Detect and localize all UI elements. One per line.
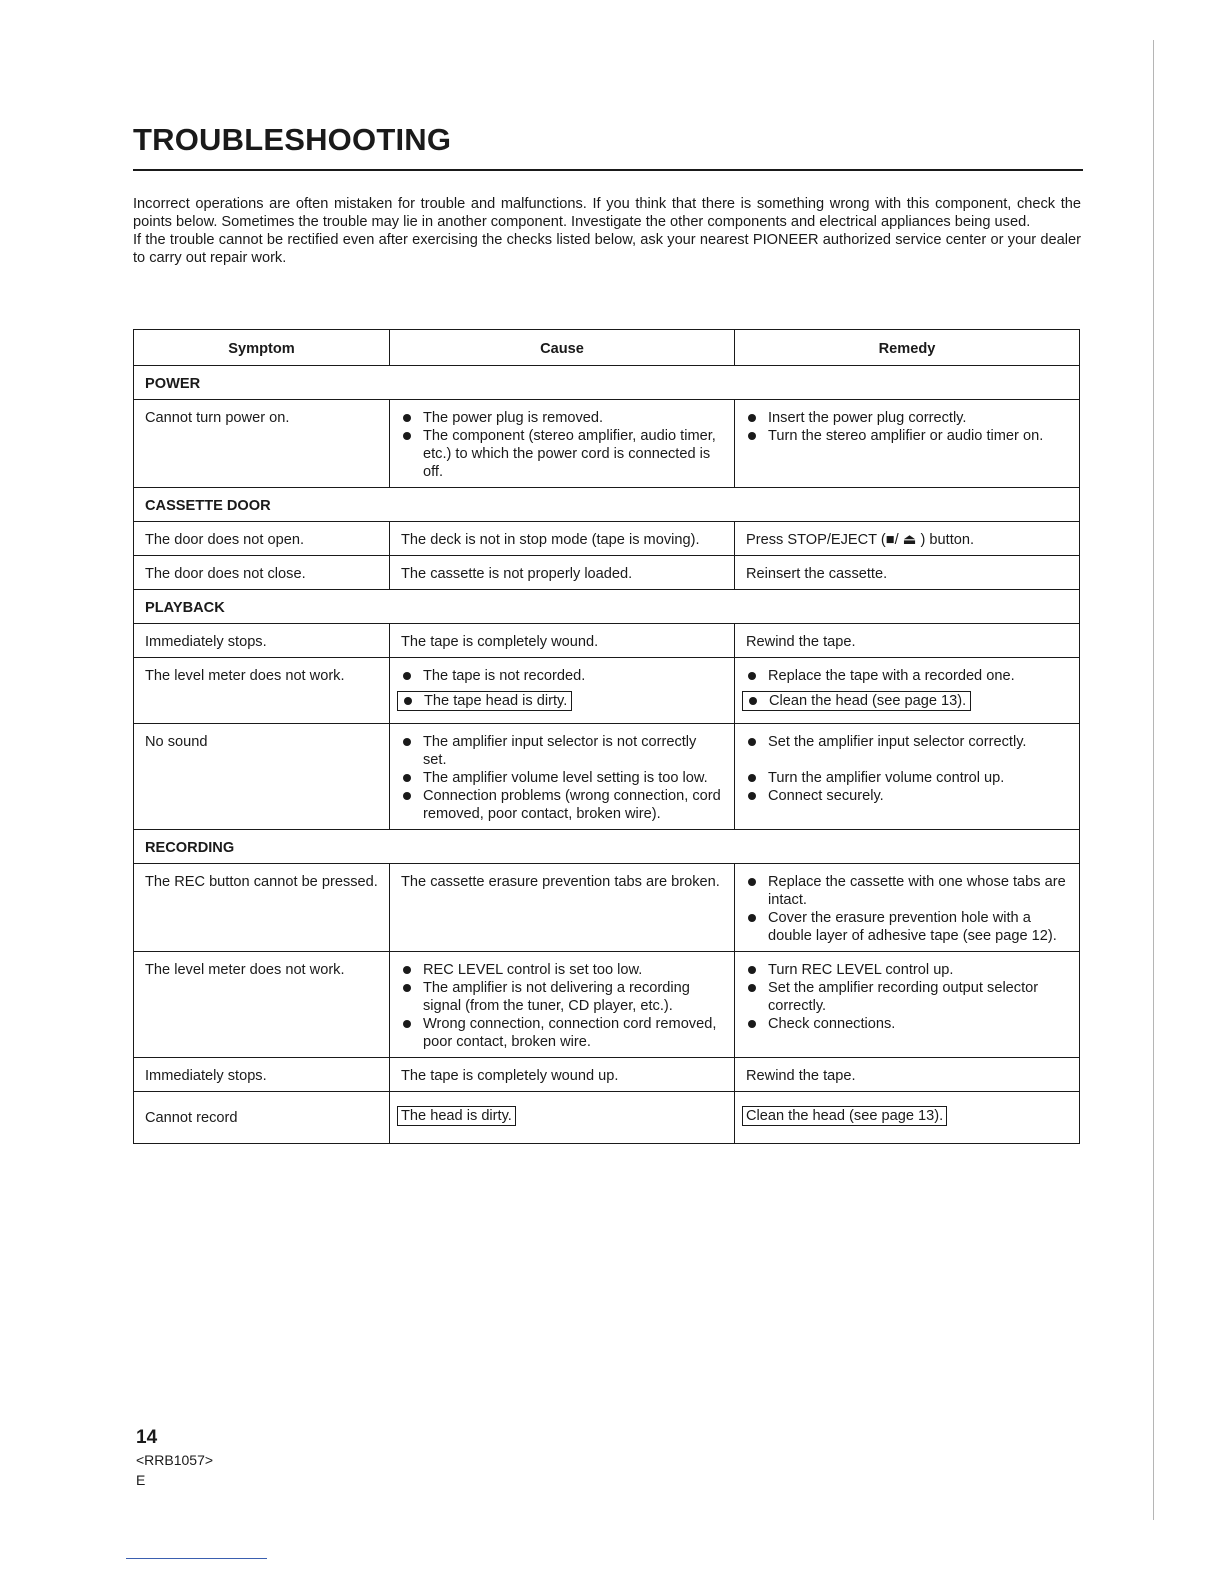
remedy-cell <box>735 658 1080 724</box>
page-number: 14 <box>136 1427 158 1448</box>
list-item: The amplifier is not delivering a recording signal (from the tuner, CD player, etc.). <box>401 979 723 1015</box>
table-row <box>134 724 1080 830</box>
cause-cell <box>390 658 735 724</box>
page-title: TROUBLESHOOTING <box>133 122 452 157</box>
list-item: The component (stereo amplifier, audio timer, etc.) to which the power cord is connected is off. <box>401 427 723 481</box>
list-item: Connect securely. <box>746 787 1068 805</box>
symptom-cell: Cannot record <box>134 1092 390 1144</box>
page-edge-line <box>1153 40 1154 1520</box>
section-row <box>134 830 1080 864</box>
list-item-highlighted: The tape head is dirty. <box>397 691 572 711</box>
remedy-cell <box>735 952 1080 1058</box>
section-row <box>134 366 1080 400</box>
list-item: Cover the erasure prevention hole with a double layer of adhesive tape (see page 12). <box>746 909 1068 945</box>
list-item: Turn REC LEVEL control up. <box>746 961 1068 979</box>
page-footer <box>136 1428 213 1490</box>
table-row <box>134 1058 1080 1092</box>
section-playback: PLAYBACK <box>134 590 1080 624</box>
intro-text <box>133 195 1081 267</box>
cause-cell <box>390 1092 735 1144</box>
section-cassette-door: CASSETTE DOOR <box>134 488 1080 522</box>
cause-cell: The cassette is not properly loaded. <box>390 556 735 590</box>
list-item: Set the amplifier recording output selector correctly. <box>746 979 1068 1015</box>
troubleshooting-table <box>133 329 1080 1144</box>
list-item: Turn the stereo amplifier or audio timer on. <box>746 427 1068 445</box>
symptom-cell: The door does not close. <box>134 556 390 590</box>
symptom-cell: Immediately stops. <box>134 624 390 658</box>
symptom-cell: The level meter does not work. <box>134 952 390 1058</box>
cause-cell: The cassette erasure prevention tabs are broken. <box>390 864 735 952</box>
table-row <box>134 864 1080 952</box>
table-row <box>134 522 1080 556</box>
header-remedy: Remedy <box>735 330 1080 366</box>
language-code: E <box>136 1472 146 1488</box>
list-item: Insert the power plug correctly. <box>746 409 1068 427</box>
remedy-cell <box>735 724 1080 830</box>
list-item: The tape is not recorded. <box>401 667 723 685</box>
remedy-cell: Press STOP/EJECT (■/ ⏏ ) button. <box>735 522 1080 556</box>
document-code: <RRB1057> <box>136 1452 214 1468</box>
list-item: Set the amplifier input selector correctly. <box>746 733 1068 751</box>
list-item: Connection problems (wrong connection, cord removed, poor contact, broken wire). <box>401 787 723 823</box>
list-item: Replace the cassette with one whose tabs are intact. <box>746 873 1068 909</box>
remedy-cell <box>735 400 1080 488</box>
cause-cell: The tape is completely wound up. <box>390 1058 735 1092</box>
highlighted-text: Clean the head (see page 13). <box>742 1106 947 1126</box>
section-row <box>134 488 1080 522</box>
title-rule <box>133 169 1083 171</box>
symptom-cell: The REC button cannot be pressed. <box>134 864 390 952</box>
list-item: REC LEVEL control is set too low. <box>401 961 723 979</box>
header-symptom: Symptom <box>134 330 390 366</box>
list-item: The amplifier input selector is not correctly set. <box>401 733 723 769</box>
symptom-cell: No sound <box>134 724 390 830</box>
remedy-cell: Rewind the tape. <box>735 624 1080 658</box>
symptom-cell: The door does not open. <box>134 522 390 556</box>
cause-cell: The tape is completely wound. <box>390 624 735 658</box>
remedy-cell <box>735 1092 1080 1144</box>
symptom-cell: The level meter does not work. <box>134 658 390 724</box>
table-row <box>134 952 1080 1058</box>
list-item: The power plug is removed. <box>401 409 723 427</box>
section-power: POWER <box>134 366 1080 400</box>
table-row <box>134 624 1080 658</box>
table-row <box>134 400 1080 488</box>
cause-cell <box>390 724 735 830</box>
list-item: Replace the tape with a recorded one. <box>746 667 1068 685</box>
cause-cell <box>390 400 735 488</box>
symptom-cell: Immediately stops. <box>134 1058 390 1092</box>
remedy-cell: Rewind the tape. <box>735 1058 1080 1092</box>
intro-paragraph: Incorrect operations are often mistaken for trouble and malfunctions. If you think that there is something wrong with this component, check the points below. Sometimes the trouble may lie in another component. Investigate the other components and electrical appliances being used. <box>133 196 1081 230</box>
section-row <box>134 590 1080 624</box>
cause-cell <box>390 952 735 1058</box>
symptom-cell: Cannot turn power on. <box>134 400 390 488</box>
section-recording: RECORDING <box>134 830 1080 864</box>
highlighted-text: The head is dirty. <box>397 1106 516 1126</box>
list-item: Check connections. <box>746 1015 1068 1033</box>
table-row <box>134 658 1080 724</box>
table-header-row <box>134 330 1080 366</box>
bottom-link-line <box>126 1558 267 1559</box>
list-item: The amplifier volume level setting is too low. <box>401 769 723 787</box>
remedy-cell <box>735 864 1080 952</box>
header-cause: Cause <box>390 330 735 366</box>
table-row <box>134 556 1080 590</box>
list-item: Turn the amplifier volume control up. <box>746 769 1068 787</box>
remedy-cell: Reinsert the cassette. <box>735 556 1080 590</box>
cause-cell: The deck is not in stop mode (tape is moving). <box>390 522 735 556</box>
intro-paragraph: If the trouble cannot be rectified even after exercising the checks listed below, ask your nearest PIONEER authorized service center or your dealer to carry out repair work. <box>133 232 1081 266</box>
list-item-highlighted: Clean the head (see page 13). <box>742 691 971 711</box>
table-row <box>134 1092 1080 1144</box>
list-item: Wrong connection, connection cord removed, poor contact, broken wire. <box>401 1015 723 1051</box>
